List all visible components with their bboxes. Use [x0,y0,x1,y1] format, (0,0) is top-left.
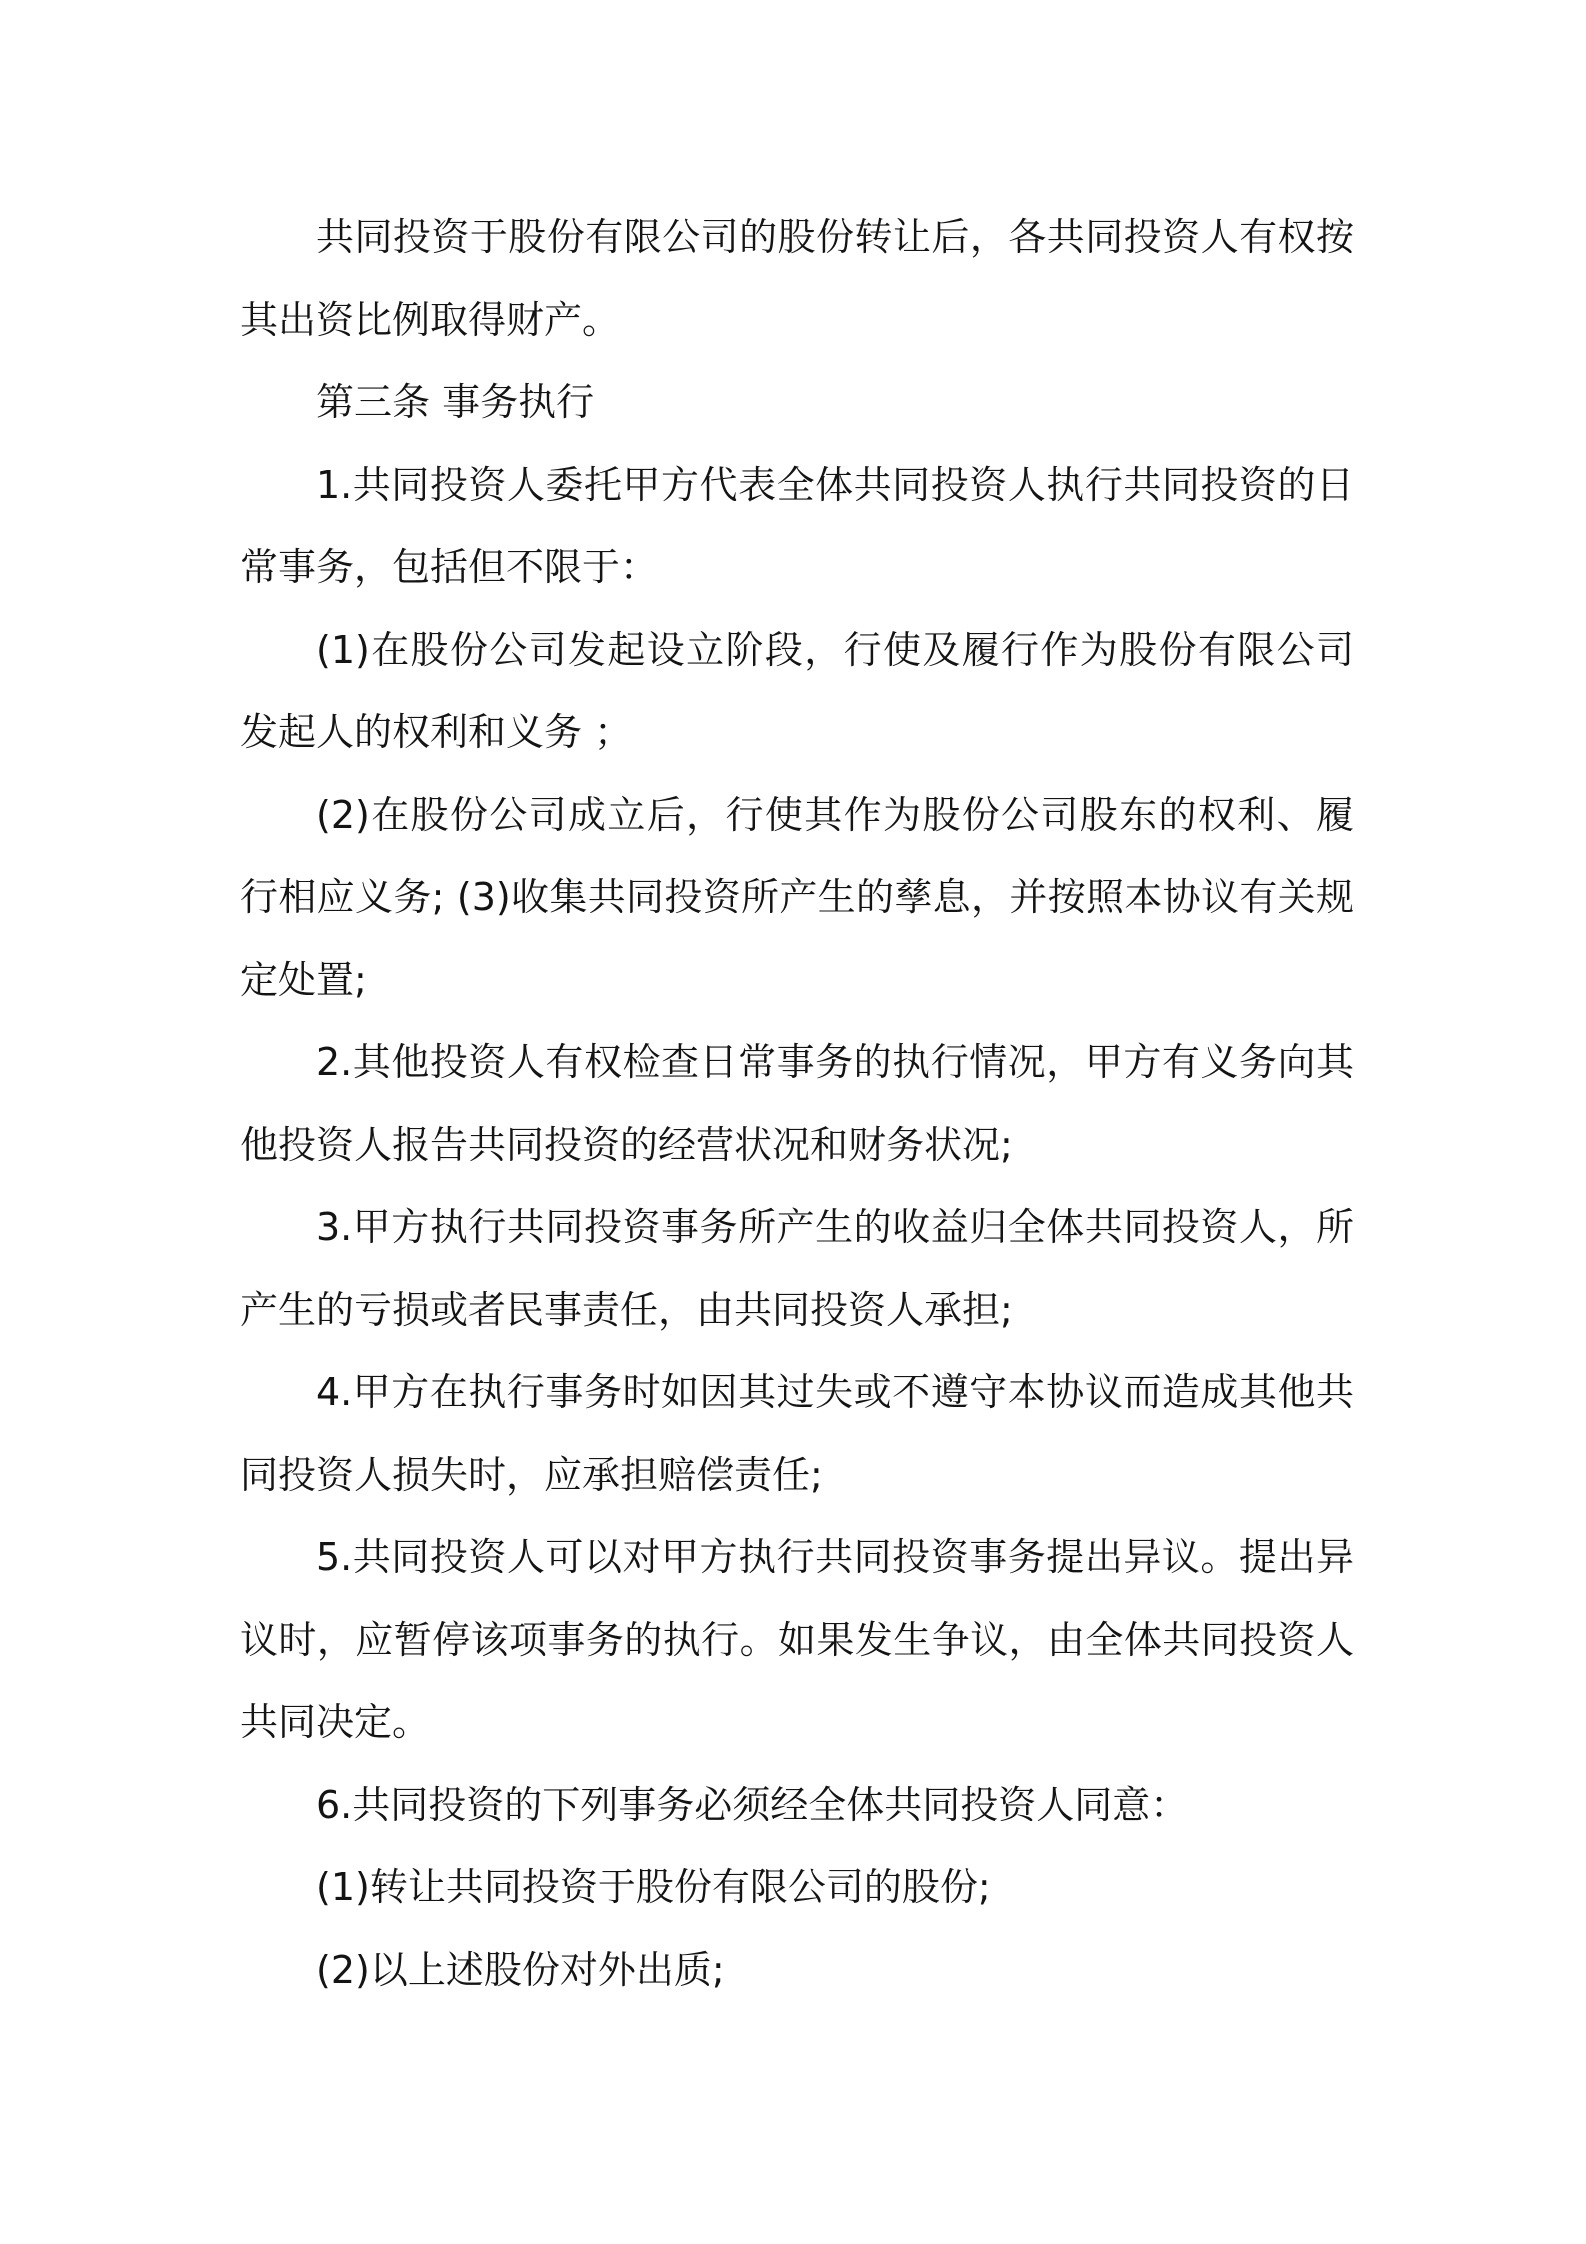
paragraph-share-transfer: 共同投资于股份有限公司的股份转让后，各共同投资人有权按其出资比例取得财产。 [240,215,1354,342]
paragraph-item-5: 5.共同投资人可以对甲方执行共同投资事务提出异议。提出异议时，应暂停该项事务的执行。如果发生争议，由全体共同投资人共同决定。 [240,1535,1354,1744]
paragraph-item-1: 1.共同投资人委托甲方代表全体共同投资人执行共同投资的日常事务，包括但不限于： [240,462,1354,589]
paragraph-item-1-sub-2-3: (2)在股份公司成立后，行使其作为股份公司股东的权利、履行相应义务; (3)收集共同投资所产生的孳息，并按照本协议有关规定处置; [240,792,1354,1002]
paragraph-item-4: 4.甲方在执行事务时如因其过失或不遵守本协议而造成其他共同投资人损失时，应承担赔偿责任; [240,1370,1354,1497]
paragraph-item-6: 6.共同投资的下列事务必须经全体共同投资人同意： [316,1782,1189,1827]
paragraph-item-2: 2.其他投资人有权检查日常事务的执行情况，甲方有义务向其他投资人报告共同投资的经营状况和财务状况; [240,1040,1354,1167]
paragraph-item-3: 3.甲方执行共同投资事务所产生的收益归全体共同投资人，所产生的亏损或者民事责任，由共同投资人承担; [240,1205,1354,1332]
paragraph-item-6-sub-1: (1)转让共同投资于股份有限公司的股份; [316,1865,991,1909]
paragraph-item-6-sub-2: (2)以上述股份对外出质; [316,1947,725,1992]
document-body [240,196,1354,2011]
paragraph-item-1-sub-1: (1)在股份公司发起设立阶段，行使及履行作为股份有限公司发起人的权利和义务 ； [240,627,1354,754]
article-three-heading: 第三条 事务执行 [316,380,595,424]
